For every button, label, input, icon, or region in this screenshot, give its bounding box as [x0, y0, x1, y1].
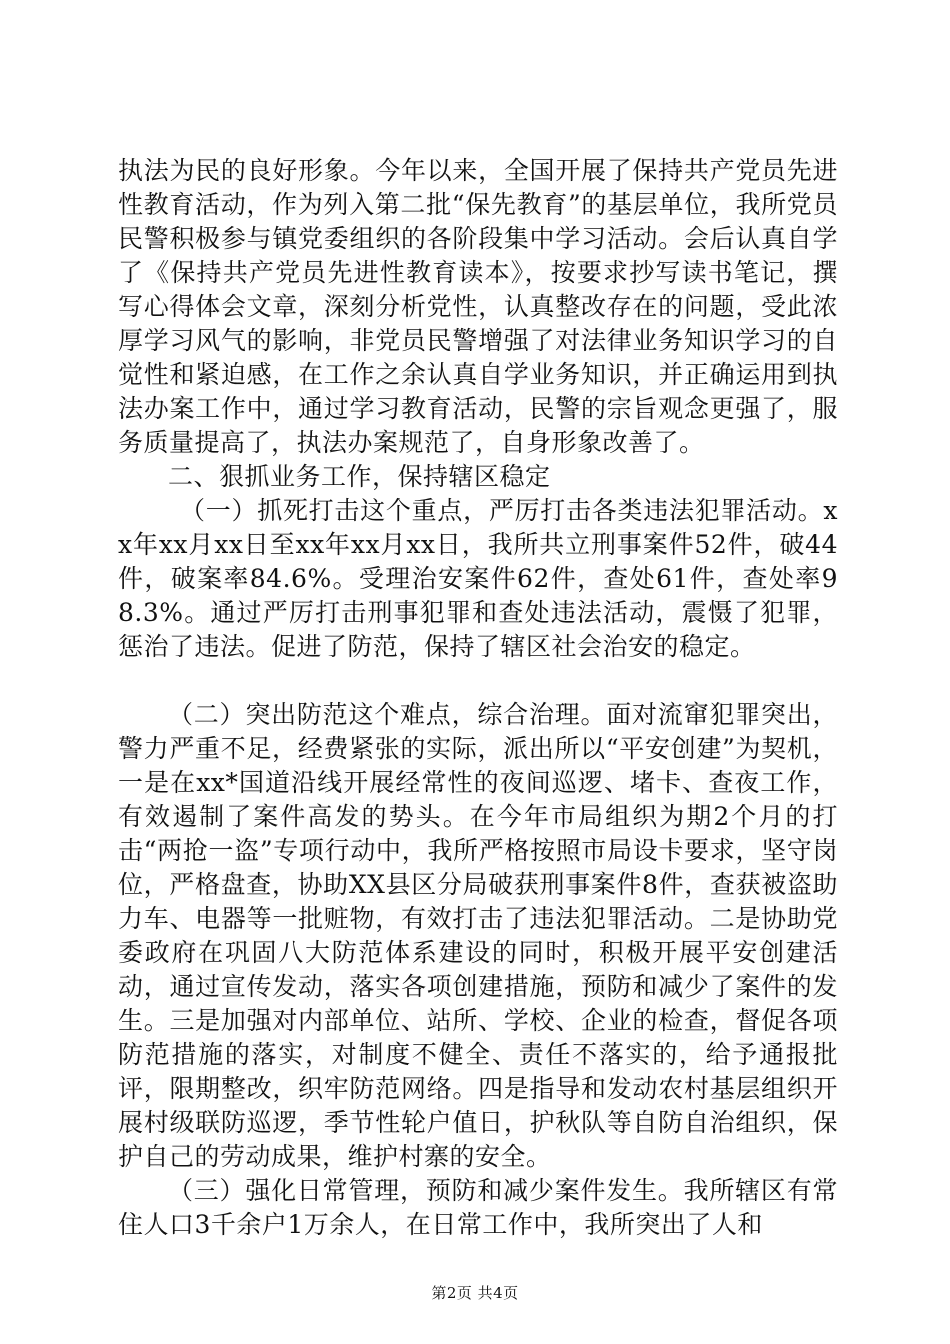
document-body	[118, 154, 838, 1242]
page-number-footer: 第2页 共4页	[431, 1284, 519, 1302]
paragraph-crime-strike: （一）抓死打击这个重点，严厉打击各类违法犯罪活动。xx年xx月xx日至xx年xx月xx日，我所共立刑事案件52件，破44件，破案率84.6%。受理治安案件62件，查处61件，查处率98.3%。通过严厉打击刑事犯罪和查处违法活动，震慑了犯罪，惩治了违法。促进了防范，保持了辖区社会治安的稳定。	[118, 496, 838, 661]
paragraph-prevention: （二）突出防范这个难点，综合治理。面对流窜犯罪突出，警力严重不足，经费紧张的实际，派出所以“平安创建”为契机，一是在xx*国道沿线开展经常性的夜间巡逻、堵卡、查夜工作，有效遏制了案件高发的势头。在今年市局组织为期2个月的打击“两抢一盗”专项行动中，我所严格按照市局设卡要求，坚守岗位，严格盘查，协助XX县区分局破获刑事案件8件，查获被盗助力车、电器等一批赃物，有效打击了违法犯罪活动。二是协助党委政府在巩固八大防范体系建设的同时，积极开展平安创建活动，通过宣传发动，落实各项创建措施，预防和减少了案件的发生。三是加强对内部单位、站所、学校、企业的检查，督促各项防范措施的落实，对制度不健全、责任不落实的，给予通报批评，限期整改，织牢防范网络。四是指导和发动农村基层组织开展村级联防巡逻，季节性轮户值日，护秋队等自防自治组织，保护自己的劳动成果，维护村寨的安全。	[118, 700, 838, 1171]
paragraph-spacer	[118, 664, 838, 698]
paragraph-study-activities: 执法为民的良好形象。今年以来，全国开展了保持共产党员先进性教育活动，作为列入第二批“保先教育”的基层单位，我所党员民警积极参与镇党委组织的各阶段集中学习活动。会后认真自学了《保持共产党员先进性教育读本》，按要求抄写读书笔记，撰写心得体会文章，深刻分析党性，认真整改存在的问题，受此浓厚学习风气的影响，非党员民警增强了对法律业务知识学习的自觉性和紧迫感，在工作之余认真自学业务知识，并正确运用到执法办案工作中，通过学习教育活动，民警的宗旨观念更强了，服务质量提高了，执法办案规范了，自身形象改善了。	[118, 156, 838, 457]
paragraph-daily-management: （三）强化日常管理，预防和减少案件发生。我所辖区有常住人口3千余户1万余人，在日常工作中，我所突出了人和	[118, 1176, 838, 1239]
section-heading-2: 二、狠抓业务工作，保持辖区稳定	[168, 462, 551, 491]
